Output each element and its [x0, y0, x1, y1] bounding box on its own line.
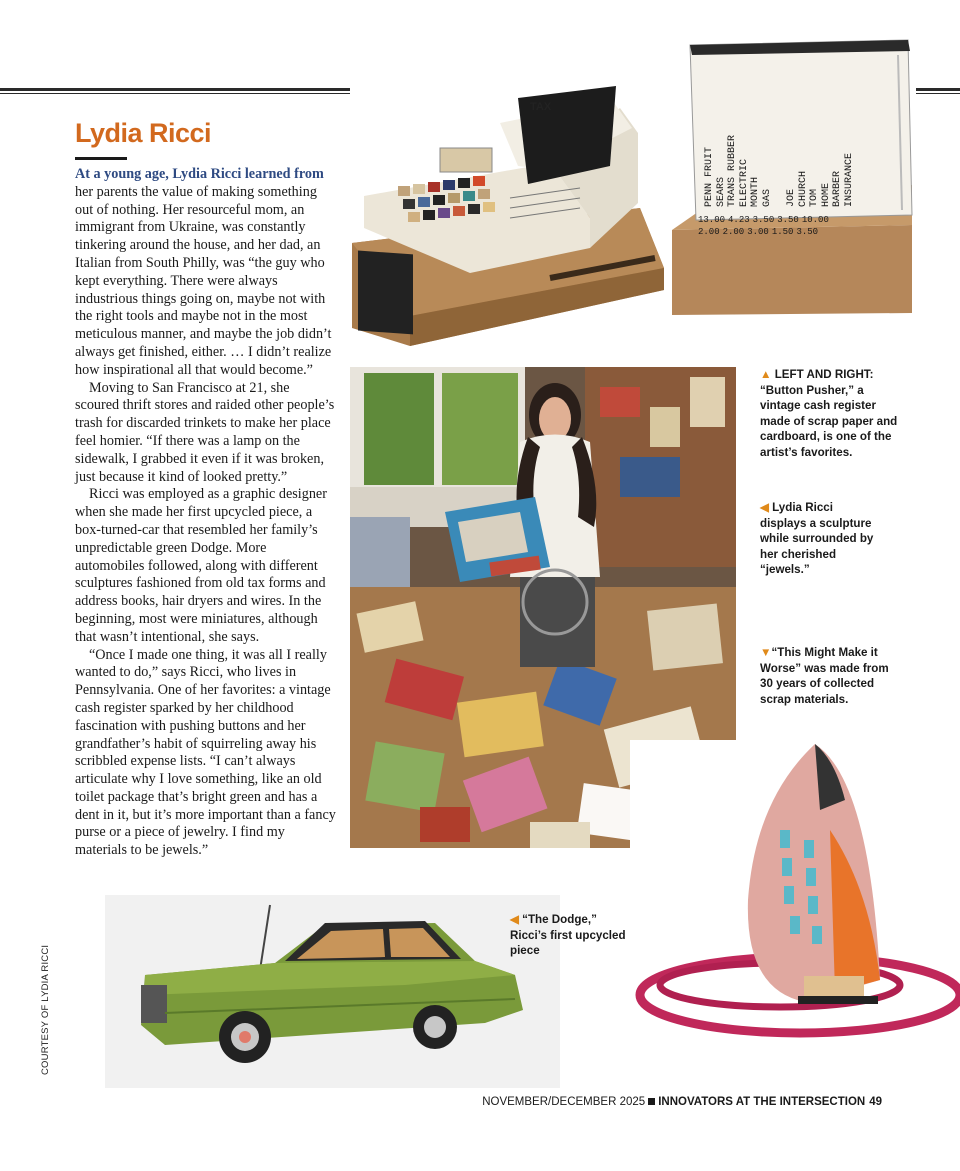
section-name [658, 1096, 865, 1108]
lead-in: At a young age, Lydia Ricci learned from [75, 166, 324, 182]
amount: 3.50 [777, 215, 799, 225]
article-headline: Lydia Ricci [75, 118, 212, 148]
triangle-up-icon: ▲ [760, 368, 772, 381]
iron-sculpture-photo [630, 740, 960, 1050]
amount: 10.00 [801, 215, 829, 225]
article-body [75, 166, 337, 860]
amount: 2.00 [698, 227, 720, 237]
list-line: ELECTRIC [738, 158, 750, 207]
caption-4-text: “The Dodge,” Ricci’s first upcycled piece [510, 913, 626, 958]
list-line: TRANS RUBBER [727, 134, 738, 207]
list-line: JOE [786, 188, 797, 207]
section-name-part-1: INNOVATORS AT THE [658, 1096, 780, 1108]
headline-underline [75, 157, 127, 160]
box-list-2 [786, 57, 855, 207]
list-line: HOME [820, 182, 832, 207]
paragraph-4: “Once I made one thing, it was all I really wanted to do,” says Ricci, who lives in Pennsylvania. One of her favorites: a vintage cash register sparked by her childhood fascination with pushing buttons and her grandfather’s habit of squirreling away his scribbled expense lists. “I can’t always articulate why I love something, like an old toilet package that’s bright green and has a dent in it, but it’s more important than a fancy purse or a piece of jewelry. I find my materials to be jewels.” [75, 646, 336, 859]
amount: 13.00 [698, 215, 726, 225]
triangle-left-icon: ◀ [760, 501, 769, 514]
issue-date: NOVEMBER/DECEMBER 2025 [482, 1096, 646, 1108]
box-amounts [698, 215, 829, 225]
caption-2-text: Lydia Ricci displays a sculpture while surrounded by her cherished “jewels.” [760, 501, 874, 577]
triangle-down-icon: ▼ [760, 646, 772, 659]
paragraph-1-text: her parents the value of making something out of nothing. Her resourceful mom, an immigrant from Ukraine, was constantly tinkering around the house, and her dad, an Italian from South Philly, was “the guy who kept everything. There were always industrious things going on, maybe not with the right tools and maybe not in the most meticulous manner, and maybe the job didn’t always get finished, either. … I didn’t realize how inspirational all that would become.” [75, 183, 332, 378]
photo-credit: COURTESY OF LYDIA RICCI [40, 944, 51, 1075]
cash-register-photo [350, 78, 668, 350]
paragraph-1 [75, 166, 337, 380]
section-name-part-2: INTERSECTION [779, 1096, 866, 1108]
amount: 2.00 [722, 227, 745, 237]
amount: 1.50 [771, 227, 794, 237]
paragraph-2: Moving to San Francisco at 21, she scoured thrift stores and raided other people’s trash for discarded trinkets to make her place feel homier. “If there was a lamp on the sidewalk, I grabbed it even if it was broken, just because it kind of looked pretty.” [75, 379, 335, 485]
paragraph-3: Ricci was employed as a graphic designer when she made her first upcycled piece, a box-turned-car that resembled her family’s unpredictable green Dodge. More automobiles followed, along with different sculptures fashioned from old tax forms and address books, hair dryers and wires. In the beginning, most were miniatures, although that wasn’t intentional, she says. [75, 486, 327, 645]
caption-1-text: LEFT AND RIGHT: “Button Pusher,” a vintage cash register made of scrap paper and cardboard, is one of the artist’s favorites. [760, 368, 898, 459]
amount: 3.50 [752, 215, 775, 225]
list-line: CHURCH [797, 170, 809, 207]
caption-3-text: “This Might Make it Worse” was made from 30 years of collected scrap materials. [760, 646, 889, 706]
register-label: TAX [530, 101, 552, 113]
box-amounts-2 [698, 227, 818, 237]
caption-artist [760, 500, 880, 578]
list-line: GAS [761, 188, 773, 207]
caption-dodge [510, 912, 630, 959]
list-line: TOM [809, 188, 820, 207]
list-line: SEARS [715, 176, 727, 207]
list-line: INSURANCE [843, 152, 855, 207]
amount: 3.00 [747, 227, 769, 237]
page-footer [482, 1096, 882, 1108]
list-line: PENN FRUIT [704, 146, 715, 207]
square-bullet-icon [648, 1098, 655, 1105]
list-line: BARBER [832, 170, 843, 207]
amount: 4.23 [728, 215, 750, 225]
box-sculpture-photo [668, 35, 916, 320]
triangle-left-icon: ◀ [510, 913, 519, 926]
page-number: 49 [869, 1096, 882, 1108]
list-line: MONTH [750, 176, 761, 207]
box-list [704, 57, 773, 207]
amount: 3.50 [796, 227, 819, 237]
caption-cash-register [760, 367, 900, 461]
caption-iron [760, 645, 900, 707]
green-car-photo [105, 895, 560, 1088]
